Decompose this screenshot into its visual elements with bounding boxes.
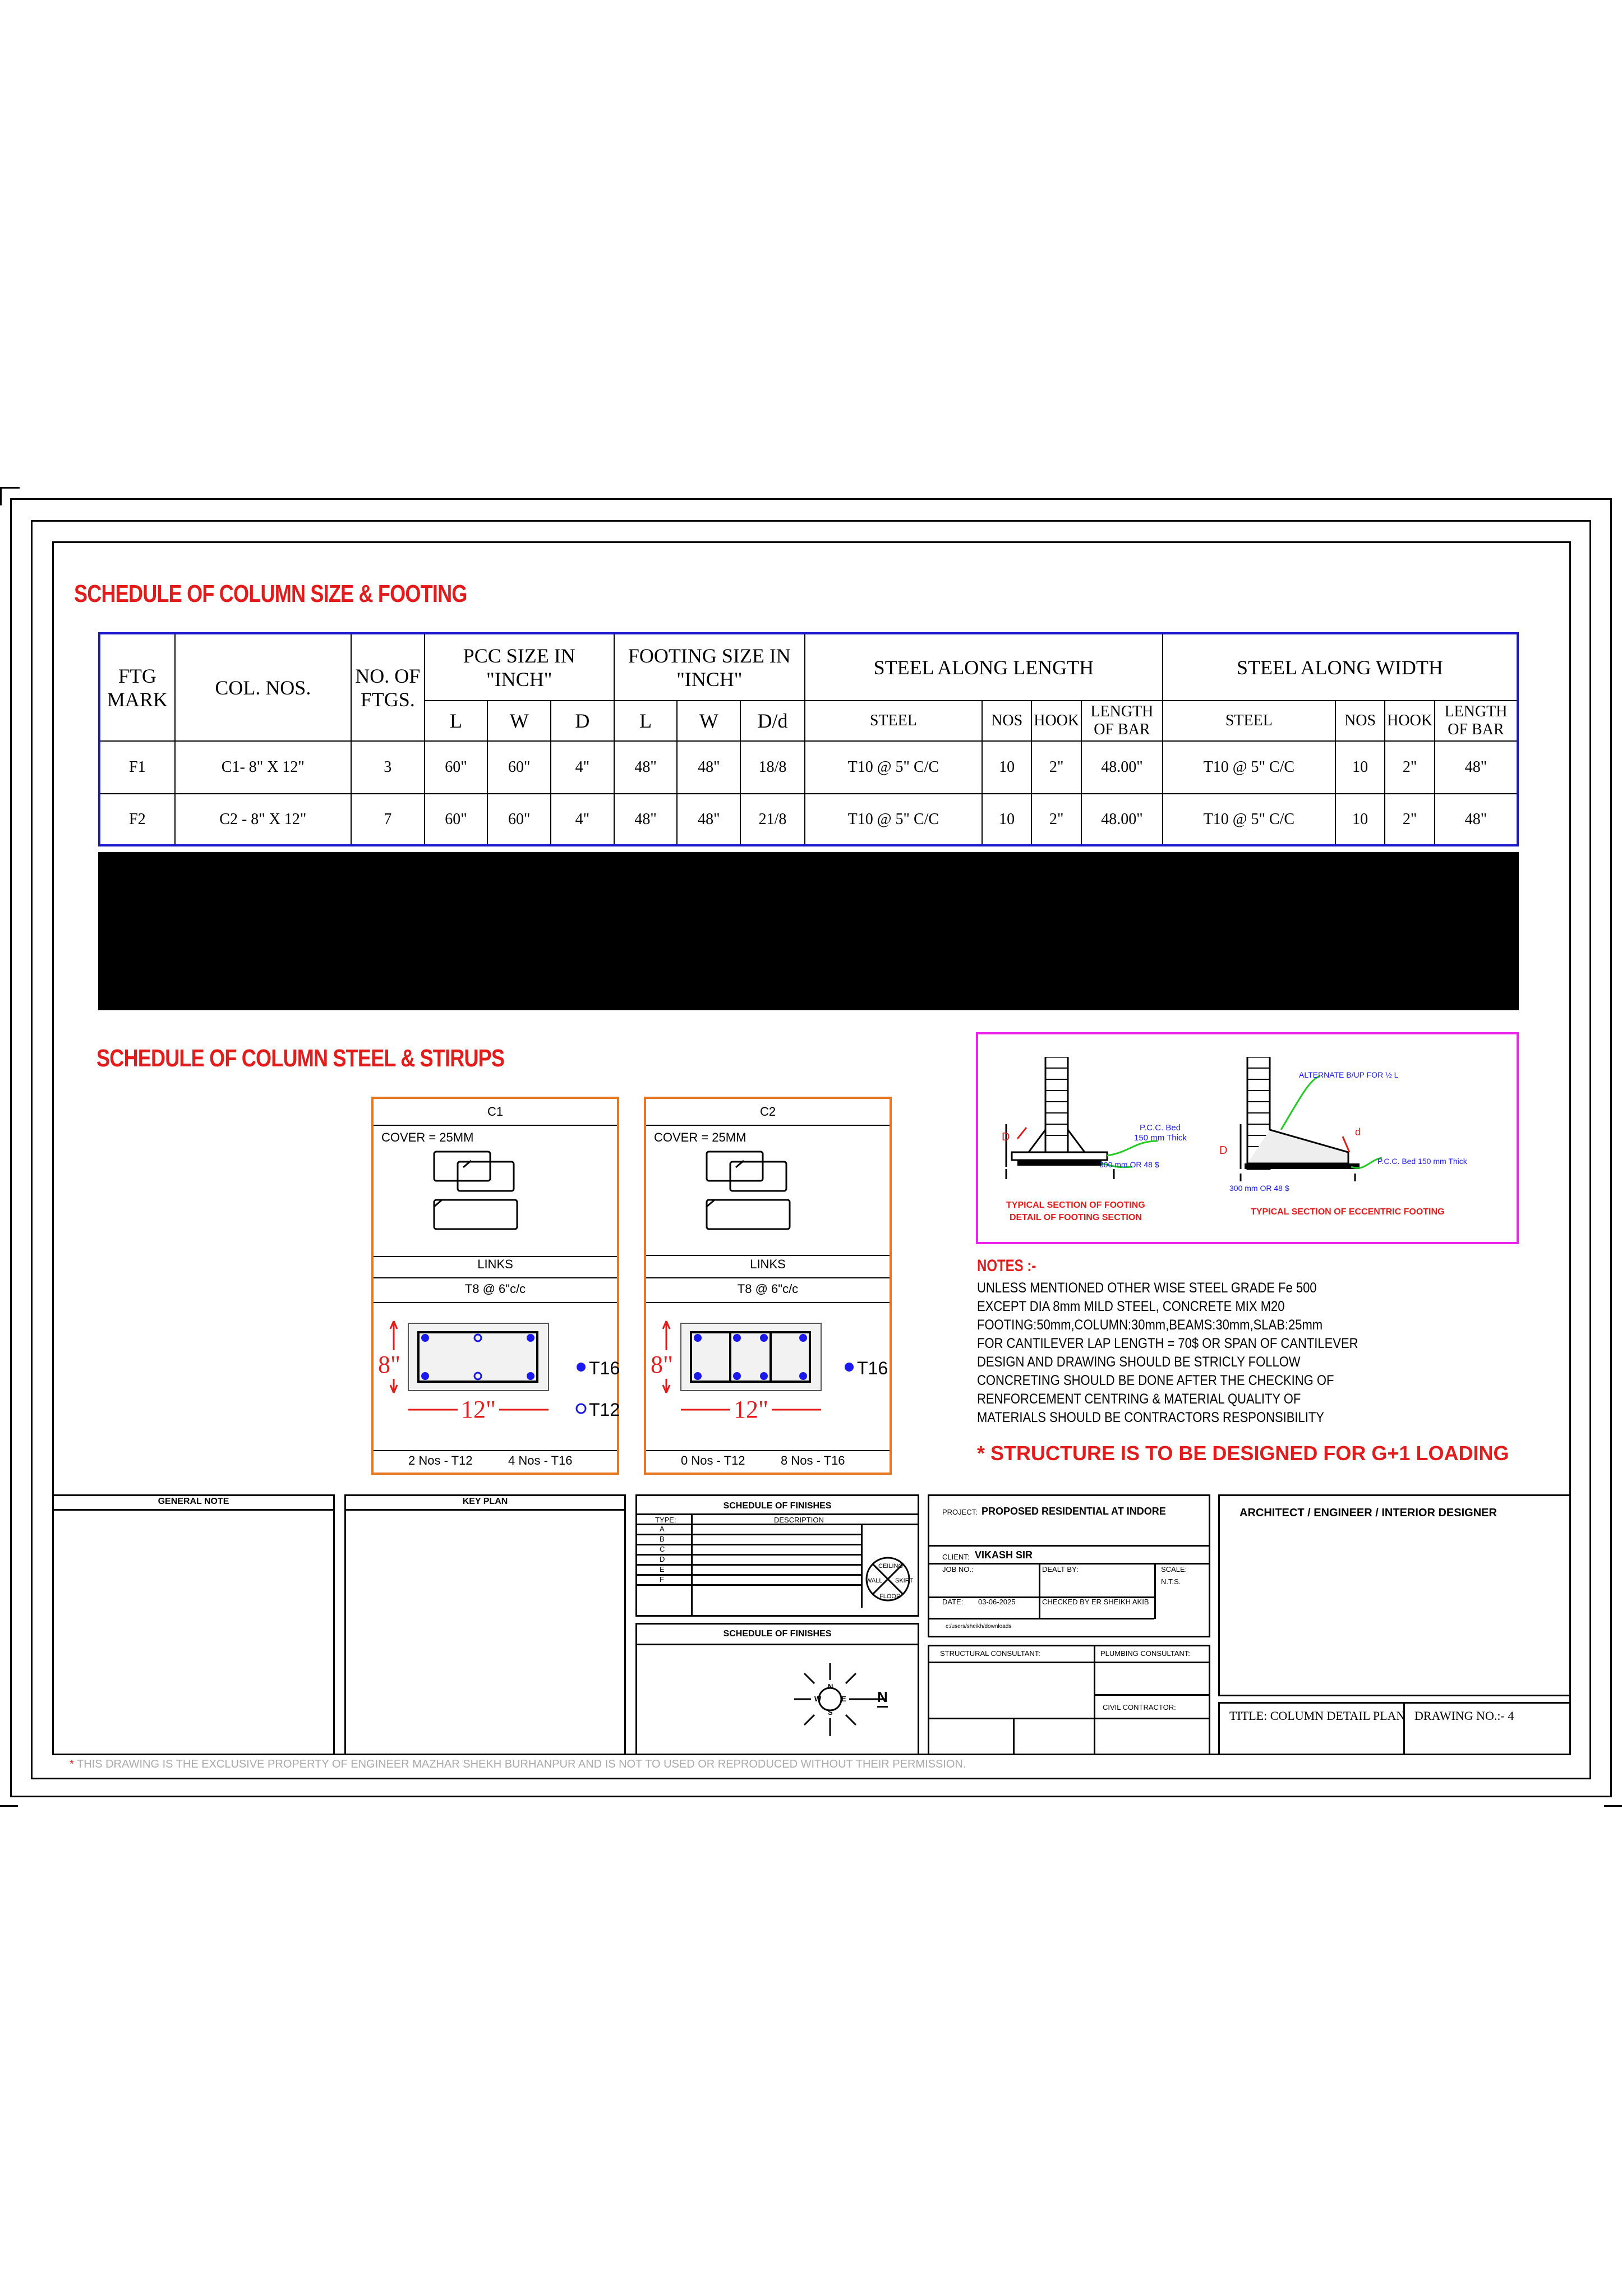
drawing-title: TITLE: COLUMN DETAIL PLAN: [1229, 1709, 1406, 1723]
th-ftg-w: W: [677, 701, 740, 741]
dim-height: 8": [378, 1351, 400, 1378]
svg-text:S: S: [828, 1708, 833, 1717]
file-path: c:/users/sheikh/downloads: [946, 1623, 1012, 1630]
divider: [861, 1524, 863, 1608]
cell-pcc-w: 60": [487, 794, 551, 845]
stirrup-inner: [458, 1162, 514, 1191]
th-ftg-dd: D/d: [740, 701, 805, 741]
stirrup-shapes: [702, 1148, 803, 1232]
cell-ftg-dd: 18/8: [740, 741, 805, 794]
note-line: CONCRETING SHOULD BE DONE AFTER THE CHECKING OF: [977, 1373, 1334, 1388]
cover-label: COVER = 25MM: [381, 1130, 474, 1144]
general-note-label: GENERAL NOTE: [158, 1497, 229, 1506]
disclaimer-star: *: [70, 1758, 74, 1770]
table-row: [99, 741, 1518, 794]
compass-north-label: N: [877, 1688, 888, 1708]
cell-pcc-d: 4": [551, 741, 614, 794]
dim-width: 12": [458, 1395, 499, 1424]
crop-mark-bl: [0, 1805, 18, 1808]
th-wid-steel: STEEL: [1163, 701, 1335, 741]
drawing-number: DRAWING NO.:- 4: [1414, 1709, 1514, 1723]
crop-mark-br: [1604, 1805, 1622, 1808]
note-line: FOR CANTILEVER LAP LENGTH = 70$ OR SPAN OF CANTILEVER: [977, 1336, 1358, 1351]
d-label-1: D: [1002, 1131, 1010, 1143]
cell-wid-nos: 10: [1335, 794, 1385, 845]
divider: [1039, 1596, 1040, 1619]
cell-col: C1- 8" X 12": [175, 741, 351, 794]
pcc-bed-label: P.C.C. Bed: [1140, 1123, 1181, 1133]
svg-text:N: N: [828, 1682, 833, 1691]
th-no-of-ftgs: NO. OF FTGS.: [351, 633, 425, 741]
bars-t12: 0 Nos - T12: [681, 1453, 745, 1467]
cell-ftg-l: 48": [614, 794, 678, 845]
table-row: [99, 794, 1518, 845]
cell-wid-hook: 2": [1385, 741, 1435, 794]
cell-len-bar: 48.00": [1081, 741, 1163, 794]
client-label: CLIENT:: [942, 1553, 970, 1561]
cell-mark: F2: [99, 794, 175, 845]
links-divider: [374, 1277, 617, 1278]
divider: [635, 1544, 861, 1545]
divider: [928, 1563, 1210, 1565]
cell-ftg-l: 48": [614, 741, 678, 794]
d-label-2: D: [1219, 1144, 1228, 1157]
date-value: 03-06-2025: [978, 1598, 1016, 1606]
stirrup-outer: [434, 1152, 490, 1181]
bars-t16: 8 Nos - T16: [781, 1453, 845, 1467]
cell-wid-steel: T10 @ 5" C/C: [1163, 794, 1335, 845]
section-detail-frame: [976, 1032, 1519, 1244]
th-len-bar: LENGTH OF BAR: [1081, 701, 1163, 741]
legend-t16: T16: [857, 1358, 888, 1378]
cell-count: 3: [351, 741, 425, 794]
plumbing-consultant-label: PLUMBING CONSULTANT:: [1100, 1649, 1190, 1658]
bars-t12: 2 Nos - T12: [408, 1453, 473, 1467]
divider: [344, 1509, 626, 1511]
floor-label: FLOOR: [879, 1593, 901, 1600]
dim-300-2-label: 300 mm OR 48 $: [1229, 1184, 1289, 1193]
th-pcc-d: D: [551, 701, 614, 741]
bars-t16: 4 Nos - T16: [508, 1453, 573, 1467]
architect-label: ARCHITECT / ENGINEER / INTERIOR DESIGNER: [1239, 1507, 1497, 1519]
th-col-nos: COL. NOS.: [175, 633, 351, 741]
th-ftg-l: L: [614, 701, 678, 741]
divider: [1094, 1718, 1095, 1755]
card-title: C1: [374, 1099, 617, 1126]
divider: [635, 1554, 861, 1556]
divider: [52, 1509, 335, 1511]
divider: [1013, 1718, 1015, 1755]
scale-label: SCALE:: [1161, 1565, 1187, 1573]
cell-pcc-l: 60": [425, 794, 488, 845]
skirt-label: SKIRT: [895, 1577, 914, 1584]
project-name: PROPOSED RESIDENTIAL AT INDORE: [982, 1506, 1166, 1517]
cell-pcc-d: 4": [551, 794, 614, 845]
cell-ftg-w: 48": [677, 741, 740, 794]
date-label: DATE:: [942, 1598, 964, 1606]
bars-divider: [646, 1450, 890, 1451]
divider: [1154, 1563, 1156, 1596]
svg-text:W: W: [814, 1695, 822, 1703]
divider: [635, 1513, 919, 1515]
dim-300-label: 300 mm OR 48 $: [1099, 1160, 1159, 1169]
caption-footing-1a: TYPICAL SECTION OF FOOTING: [1006, 1200, 1145, 1210]
footing-schedule-title: SCHEDULE OF COLUMN SIZE & FOOTING: [74, 580, 467, 608]
project-label: PROJECT:: [942, 1508, 978, 1516]
finish-type-e: E: [660, 1565, 665, 1573]
divider: [1039, 1563, 1040, 1596]
cell-wid-steel: T10 @ 5" C/C: [1163, 741, 1335, 794]
dim-width: 12": [730, 1395, 772, 1424]
note-line: RENFORCEMENT CENTRING & MATERIAL QUALITY OF: [977, 1391, 1301, 1407]
dealt-by-label: DEALT BY:: [1042, 1565, 1079, 1573]
cell-len-hook: 2": [1031, 794, 1081, 845]
cell-pcc-l: 60": [425, 741, 488, 794]
finishes-title-1: SCHEDULE OF FINISHES: [723, 1501, 832, 1511]
cell-len-nos: 10: [982, 741, 1032, 794]
divider: [635, 1584, 861, 1586]
links-label: LINKS: [750, 1257, 786, 1271]
pcc-bed-2-label: P.C.C. Bed 150 mm Thick: [1377, 1157, 1467, 1166]
client-name: VIKASH SIR: [975, 1549, 1033, 1561]
th-wid-bar: LENGTH OF BAR: [1435, 701, 1518, 741]
key-plan-label: KEY PLAN: [462, 1497, 508, 1506]
caption-eccentric: TYPICAL SECTION OF ECCENTRIC FOOTING: [1251, 1207, 1445, 1217]
cell-pcc-w: 60": [487, 741, 551, 794]
d-small-label: d: [1355, 1126, 1361, 1138]
divider: [928, 1618, 1154, 1619]
dim-height: 8": [651, 1351, 673, 1378]
wall-label: WALL: [866, 1577, 883, 1584]
notes-heading: NOTES :-: [977, 1257, 1036, 1275]
stirrup-lower: [434, 1200, 517, 1229]
pcc-bed-thick: 150 mm Thick: [1134, 1133, 1187, 1143]
finish-type-c: C: [660, 1545, 665, 1553]
cell-len-hook: 2": [1031, 741, 1081, 794]
cell-len-bar: 48.00": [1081, 794, 1163, 845]
north-arrow-icon: [774, 1652, 909, 1753]
th-pcc-w: W: [487, 701, 551, 741]
typical-footing-section: [995, 1057, 1231, 1203]
note-line: UNLESS MENTIONED OTHER WISE STEEL GRADE Fe 500: [977, 1280, 1317, 1296]
divider: [928, 1662, 1210, 1663]
finish-type-a: A: [660, 1525, 665, 1533]
loading-note: * STRUCTURE IS TO BE DESIGNED FOR G+1 LOADING: [977, 1442, 1509, 1465]
note-line: EXCEPT DIA 8mm MILD STEEL, CONCRETE MIX M20: [977, 1299, 1285, 1314]
civil-contractor-label: CIVIL CONTRACTOR:: [1103, 1703, 1176, 1711]
column-card-c1: [371, 1097, 619, 1475]
th-pcc-l: L: [425, 701, 488, 741]
divider: [1154, 1596, 1156, 1619]
cover-label: COVER = 25MM: [654, 1130, 747, 1144]
finish-type-f: F: [660, 1575, 664, 1584]
finish-type-b: B: [660, 1535, 665, 1543]
note-line: DESIGN AND DRAWING SHOULD BE STRICLY FOLLOW: [977, 1354, 1301, 1370]
divider: [635, 1574, 861, 1576]
disclaimer-line: [70, 1758, 966, 1771]
th-footing-size: FOOTING SIZE IN "INCH": [614, 633, 805, 701]
divider: [1094, 1645, 1095, 1718]
divider: [928, 1718, 1210, 1719]
finish-description-header: DESCRIPTION: [774, 1516, 824, 1524]
finish-type-header: TYPE:: [655, 1516, 676, 1524]
column-steel-title: SCHEDULE OF COLUMN STEEL & STIRUPS: [96, 1045, 505, 1072]
structural-consultant-label: STRUCTURAL CONSULTANT:: [940, 1649, 1040, 1658]
scale-value: N.T.S.: [1161, 1577, 1181, 1586]
divider: [635, 1524, 919, 1525]
links-spec: T8 @ 6"c/c: [464, 1282, 526, 1296]
cell-len-steel: T10 @ 5" C/C: [805, 741, 982, 794]
divider: [635, 1534, 861, 1535]
card-title: C2: [646, 1099, 890, 1126]
column-card-c2: [644, 1097, 892, 1475]
checked-by: CHECKED BY ER SHEIKH AKIB: [1042, 1598, 1149, 1606]
divider: [635, 1644, 919, 1645]
links-divider: [646, 1277, 890, 1278]
cell-wid-nos: 10: [1335, 741, 1385, 794]
svg-text:E: E: [841, 1695, 846, 1703]
links-divider-top: [646, 1255, 890, 1256]
cell-count: 7: [351, 794, 425, 845]
ceiling-label: CEILING: [878, 1563, 904, 1570]
divider: [1094, 1694, 1210, 1696]
architect-box: [1218, 1494, 1571, 1696]
stirrup-shapes: [430, 1148, 531, 1232]
th-len-nos: NOS: [982, 701, 1032, 741]
alternate-label: ALTERNATE B/UP FOR ½ L: [1299, 1070, 1399, 1079]
th-steel-width: STEEL ALONG WIDTH: [1163, 633, 1518, 701]
divider: [928, 1545, 1210, 1547]
note-line: MATERIALS SHOULD BE CONTRACTORS RESPONSIBILITY: [977, 1410, 1324, 1425]
finishes-title-2: SCHEDULE OF FINISHES: [723, 1629, 832, 1639]
finish-type-d: D: [660, 1555, 665, 1563]
caption-footing-1b: DETAIL OF FOOTING SECTION: [1010, 1213, 1142, 1222]
th-ftg-mark: FTG MARK: [99, 633, 175, 741]
legend-t16: T16: [589, 1358, 620, 1378]
cell-len-steel: T10 @ 5" C/C: [805, 794, 982, 845]
cell-ftg-w: 48": [677, 794, 740, 845]
general-note-box: [52, 1494, 335, 1755]
disclaimer-text: THIS DRAWING IS THE EXCLUSIVE PROPERTY OF ENGINEER MAZHAR SHEKH BURHANPUR AND IS NOT TO USED OR REPRODUCED WITHOUT THEIR PERMISSION.: [77, 1758, 966, 1770]
bars-divider: [374, 1450, 617, 1451]
cell-wid-bar: 48": [1435, 741, 1518, 794]
cell-ftg-dd: 21/8: [740, 794, 805, 845]
th-wid-nos: NOS: [1335, 701, 1385, 741]
key-plan-box: [344, 1494, 626, 1755]
th-len-hook: HOOK: [1031, 701, 1081, 741]
links-spec: T8 @ 6"c/c: [737, 1282, 799, 1296]
th-wid-hook: HOOK: [1385, 701, 1435, 741]
th-steel-length: STEEL ALONG LENGTH: [805, 633, 1163, 701]
th-len-steel: STEEL: [805, 701, 982, 741]
links-label: LINKS: [477, 1257, 513, 1271]
note-line: FOOTING:50mm,COLUMN:30mm,BEAMS:30mm,SLAB:25mm: [977, 1317, 1323, 1333]
legend-t12: T12: [589, 1400, 620, 1420]
cell-wid-hook: 2": [1385, 794, 1435, 845]
cell-wid-bar: 48": [1435, 794, 1518, 845]
job-no-label: JOB NO.:: [942, 1565, 974, 1573]
cell-col: C2 - 8" X 12": [175, 794, 351, 845]
cell-len-nos: 10: [982, 794, 1032, 845]
footing-schedule-table: [98, 632, 1519, 846]
notes-list: [977, 1279, 1358, 1427]
divider: [635, 1564, 861, 1566]
redacted-block: [98, 852, 1519, 1010]
th-pcc-size: PCC SIZE IN "INCH": [425, 633, 614, 701]
cell-mark: F1: [99, 741, 175, 794]
